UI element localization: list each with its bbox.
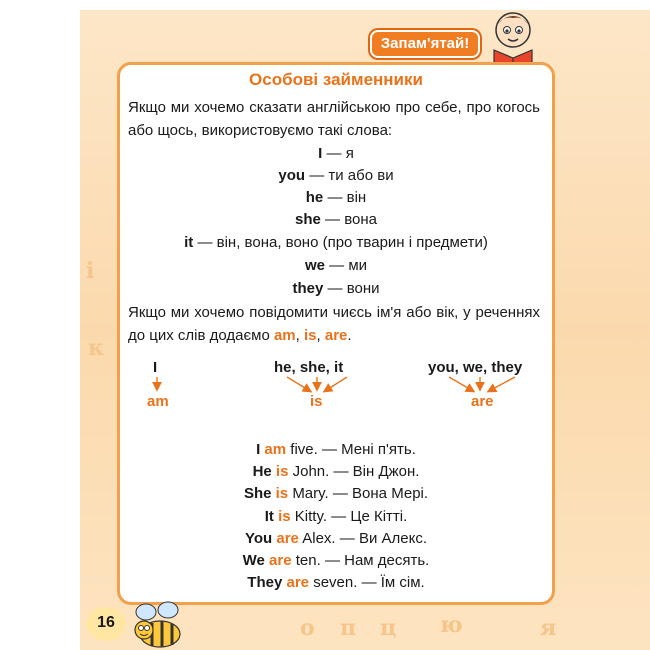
bee-icon	[130, 598, 190, 648]
diagram-target-is: is	[310, 393, 323, 410]
pronoun-line	[117, 186, 555, 209]
example-separator: —	[333, 463, 349, 480]
pronoun-ua: вони	[346, 280, 380, 297]
pronoun-ua: ми	[348, 257, 368, 274]
pronoun-ua: він	[346, 189, 367, 206]
diagram-target-are: are	[471, 393, 494, 410]
decorative-letter: ц	[380, 615, 397, 641]
example-translation: Ви Алекс.	[358, 530, 428, 547]
example-verb: are	[286, 574, 310, 591]
example-sentence	[117, 505, 555, 528]
page-number: 16	[97, 614, 115, 631]
example-verb: are	[269, 552, 292, 569]
diagram-arrows	[117, 355, 555, 415]
diagram-target-am: am	[147, 393, 169, 410]
pronoun-separator: —	[197, 234, 213, 251]
example-rest: Mary.	[292, 485, 329, 502]
pronoun-ua: я	[345, 145, 354, 162]
pronoun-separator: —	[325, 211, 341, 228]
rule-end: .	[347, 327, 352, 344]
verb-am: am	[273, 327, 296, 344]
example-subject: They	[247, 574, 283, 591]
pronoun-line	[117, 277, 555, 300]
diagram-source-i: I	[153, 359, 158, 376]
pronoun-line	[117, 231, 555, 254]
example-verb: are	[276, 530, 299, 547]
decorative-letter: і	[86, 258, 95, 284]
decorative-letter: я	[540, 615, 557, 641]
arrow-he-is	[287, 377, 310, 391]
example-subject: She	[243, 485, 272, 502]
example-translation: Їм сім.	[380, 574, 425, 591]
pronoun-line	[117, 164, 555, 187]
example-sentence	[117, 482, 555, 505]
example-separator: —	[332, 485, 348, 502]
example-rest: Kitty.	[294, 508, 327, 525]
pronoun-verb-diagram	[117, 355, 555, 415]
example-separator: —	[331, 508, 347, 525]
example-rest: ten.	[295, 552, 321, 569]
page-title: Особові займенники	[249, 70, 423, 89]
pronoun-en: they	[292, 280, 324, 297]
intro-paragraph: Якщо ми хочемо сказати англійською про себе, про когось або щось, використовуємо такі слова:	[128, 99, 540, 139]
arrow-they-are	[489, 377, 515, 391]
arrow-it-is	[325, 377, 347, 391]
rule-paragraph	[128, 301, 540, 347]
rule-text: Якщо ми хочемо повідомити чиєсь ім'я або вік, у реченнях до цих слів додаємо	[128, 304, 540, 344]
pronoun-en: she	[295, 211, 321, 228]
diagram-source-he-she-it: he, she, it	[274, 359, 344, 376]
example-separator: —	[339, 530, 355, 547]
pronoun-en: we	[304, 257, 325, 274]
decorative-letter: п	[340, 615, 357, 641]
pronoun-separator: —	[327, 280, 343, 297]
pronoun-separator: —	[327, 189, 343, 206]
example-rest: John.	[292, 463, 330, 480]
pronoun-line	[117, 254, 555, 277]
pronoun-en: he	[305, 189, 324, 206]
decorative-letter: к	[88, 335, 104, 361]
decorative-letter: о	[300, 615, 315, 641]
example-translation: Нам десять.	[344, 552, 430, 569]
example-rest: Alex.	[302, 530, 336, 547]
diagram-source-you-we-they: you, we, they	[428, 359, 523, 376]
example-separator: —	[324, 552, 340, 569]
pronoun-ua: ти або ви	[328, 167, 394, 184]
rule-comma: ,	[316, 327, 321, 344]
example-subject: I	[256, 441, 261, 458]
example-translation: Мені п'ять.	[341, 441, 416, 458]
arrow-you-are	[449, 377, 473, 391]
example-verb: is	[275, 485, 289, 502]
example-rest: five.	[290, 441, 318, 458]
example-rest: seven.	[313, 574, 358, 591]
pronoun-ua: він, вона, воно (про тварин і предмети)	[216, 234, 488, 251]
verb-are: are	[324, 327, 348, 344]
pronoun-en: it	[184, 234, 194, 251]
example-sentence	[117, 549, 555, 572]
pronoun-line	[117, 142, 555, 165]
pronoun-en: you	[278, 167, 306, 184]
example-subject: It	[264, 508, 274, 525]
pronoun-separator: —	[309, 167, 325, 184]
decorative-letter: ю	[440, 612, 463, 638]
pronoun-separator: —	[326, 145, 342, 162]
remember-banner: Запам'ятай!	[370, 30, 480, 58]
rule-comma: ,	[295, 327, 300, 344]
pronoun-line	[117, 208, 555, 231]
example-sentence	[117, 527, 555, 550]
example-verb: am	[264, 441, 287, 458]
pronoun-ua: вона	[344, 211, 377, 228]
example-sentence	[117, 571, 555, 594]
example-translation: Це Кітті.	[350, 508, 408, 525]
example-verb: is	[278, 508, 291, 525]
example-sentence	[117, 438, 555, 461]
example-translation: Вона Мері.	[352, 485, 429, 502]
example-subject: You	[244, 530, 273, 547]
example-subject: We	[242, 552, 265, 569]
verb-is: is	[304, 327, 317, 344]
example-separator: —	[321, 441, 337, 458]
example-verb: is	[275, 463, 289, 480]
pronoun-separator: —	[329, 257, 345, 274]
pronoun-en: I	[318, 145, 323, 162]
example-translation: Він Джон.	[352, 463, 420, 480]
example-sentence	[117, 460, 555, 483]
example-subject: He	[252, 463, 272, 480]
example-separator: —	[361, 574, 377, 591]
